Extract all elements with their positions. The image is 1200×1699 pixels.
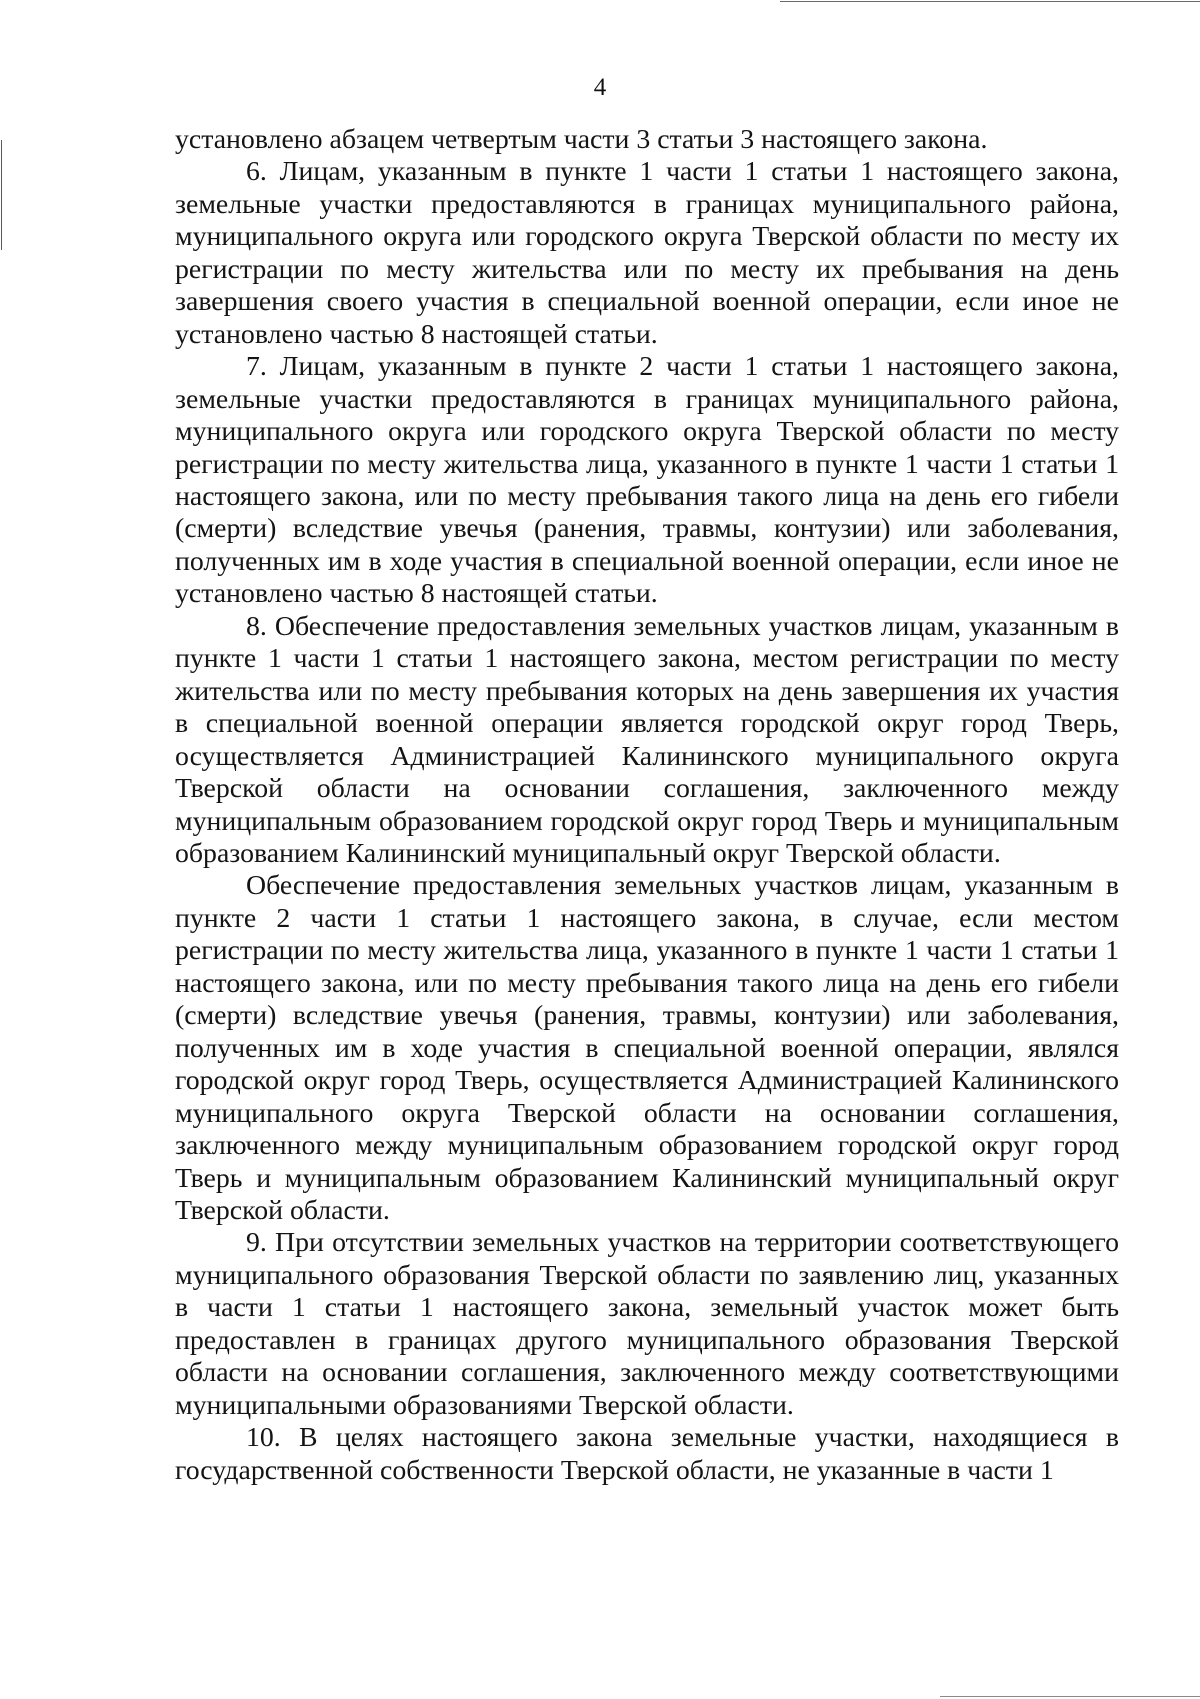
scan-border-top xyxy=(780,1,1200,2)
paragraph-item-9: 9. При отсутствии земельных участков на территории соответствующего муниципального образования Тверской области по заявлению лиц, указанных в части 1 статьи 1 настоящего закона, земельный участок может быть предоставлен в границах другого муниципального образования Тверской области на основании соглашения, заключенного между соответствующими муниципальными образованиями Тверской области. xyxy=(175,1227,1119,1421)
paragraph-continuation: установлено абзацем четвертым части 3 статьи 3 настоящего закона. xyxy=(175,124,988,155)
paragraph-item-7: 7. Лицам, указанным в пункте 2 части 1 статьи 1 настоящего закона, земельные участки предоставляются в границах муниципального района, муниципального округа или городского округа Тверской области по месту регистрации по месту жительства лица, указанного в пункте 1 части 1 статьи 1 настоящего закона, или по месту пребывания такого лица на день его гибели (смерти) вследствие увечья (ранения, травмы, контузии) или заболевания, полученных им в ходе участия в специальной военной операции, если иное не установлено частью 8 настоящей статьи. xyxy=(175,351,1119,610)
scan-border-left xyxy=(1,140,2,250)
paragraph-item-6: 6. Лицам, указанным в пункте 1 части 1 статьи 1 настоящего закона, земельные участки предоставляются в границах муниципального района, муниципального округа или городского округа Тверской области по месту их регистрации по месту жительства или по месту их пребывания на день завершения своего участия в специальной военной операции, если иное не установлено частью 8 настоящей статьи. xyxy=(175,156,1119,350)
paragraph-item-8: 8. Обеспечение предоставления земельных участков лицам, указанным в пункте 1 части 1 статьи 1 настоящего закона, местом регистрации по месту жительства или по месту пребывания которых на день завершения их участия в специальной военной операции является городской округ город Тверь, осуществляется Администрацией Калининского муниципального округа Тверской области на основании соглашения, заключенного между муниципальным образованием городской округ город Тверь и муниципальным образованием Калининский муниципальный округ Тверской области. xyxy=(175,610,1119,869)
paragraph-item-10: 10. В целях настоящего закона земельные участки, находящиеся в государственной собственности Тверской области, не указанные в части 1 xyxy=(175,1422,1119,1486)
paragraph-item-8-part-2: Обеспечение предоставления земельных участков лицам, указанным в пункте 2 части 1 статьи 1 настоящего закона, в случае, если местом регистрации по месту жительства лица, указанного в пункте 1 части 1 статьи 1 настоящего закона, или по месту пребывания такого лица на день его гибели (смерти) вследствие увечья (ранения, травмы, контузии) или заболевания, полученных им в ходе участия в специальной военной операции, являлся городской округ город Тверь, осуществляется Администрацией Калининского муниципального округа Тверской области на основании соглашения, заключенного между муниципальным образованием городской округ город Тверь и муниципальным образованием Калининский муниципальный округ Тверской области. xyxy=(175,870,1119,1226)
scan-border-bottom xyxy=(940,1696,1200,1697)
page-number: 4 xyxy=(593,74,607,101)
document-body xyxy=(175,124,1119,1487)
